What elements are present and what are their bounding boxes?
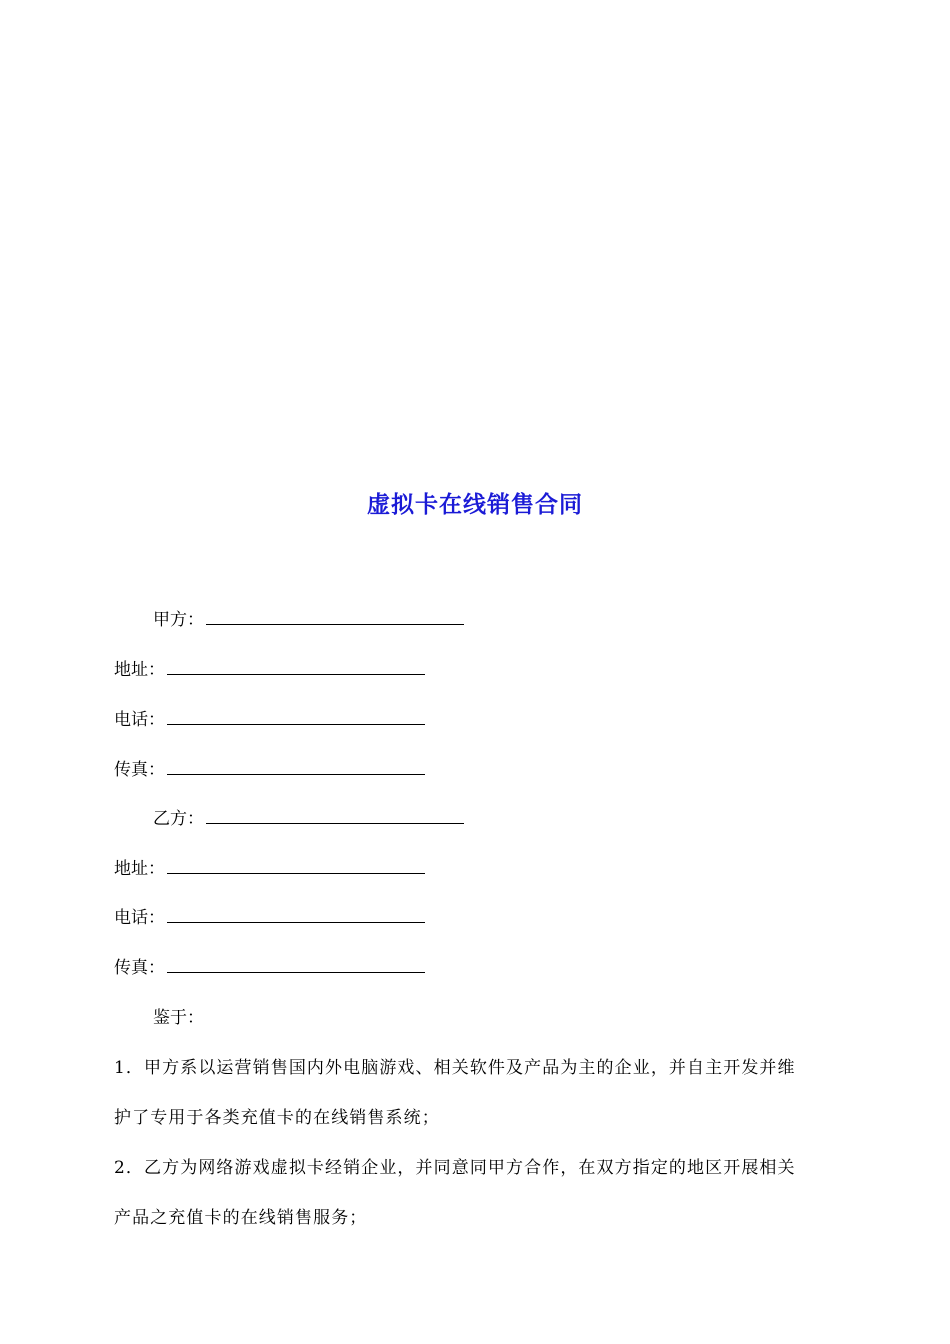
- party-a-fax-blank: [167, 760, 425, 775]
- party-b-address-blank: [167, 859, 425, 874]
- clause-1-line-2: 护了专用于各类充值卡的在线销售系统；: [114, 1108, 440, 1128]
- party-b-blank: [206, 809, 464, 824]
- party-a-fax-label: 传真：: [114, 760, 165, 780]
- party-a-phone-field: [114, 708, 425, 732]
- party-b-label: 乙方：: [153, 809, 204, 829]
- party-a-phone-label: 电话：: [114, 710, 165, 730]
- party-a-address-blank: [167, 660, 425, 675]
- party-b-phone-field: [114, 906, 425, 930]
- party-b-phone-blank: [167, 908, 425, 923]
- clause-2-line-2: 产品之充值卡的在线销售服务；: [114, 1208, 368, 1228]
- party-b-address-label: 地址：: [114, 859, 165, 879]
- party-b-fax-field: [114, 956, 425, 980]
- clause-2-line-1: 2．乙方为网络游戏虚拟卡经销企业，并同意同甲方合作，在双方指定的地区开展相关: [114, 1158, 796, 1178]
- party-b-address-field: [114, 857, 425, 881]
- party-a-phone-blank: [167, 710, 425, 725]
- party-a-field: [153, 608, 464, 632]
- clause-1-line-1: 1．甲方系以运营销售国内外电脑游戏、相关软件及产品为主的企业，并自主开发并维: [114, 1058, 796, 1078]
- party-a-address-label: 地址：: [114, 660, 165, 680]
- party-a-address-field: [114, 658, 425, 682]
- document-title: 虚拟卡在线销售合同: [367, 492, 583, 518]
- party-b-fax-label: 传真：: [114, 958, 165, 978]
- party-b-phone-label: 电话：: [114, 908, 165, 928]
- party-b-fax-blank: [167, 958, 425, 973]
- whereas-label: 鉴于：: [153, 1008, 204, 1028]
- party-b-field: [153, 807, 464, 831]
- party-a-label: 甲方：: [153, 610, 204, 630]
- party-a-blank: [206, 610, 464, 625]
- party-a-fax-field: [114, 758, 425, 782]
